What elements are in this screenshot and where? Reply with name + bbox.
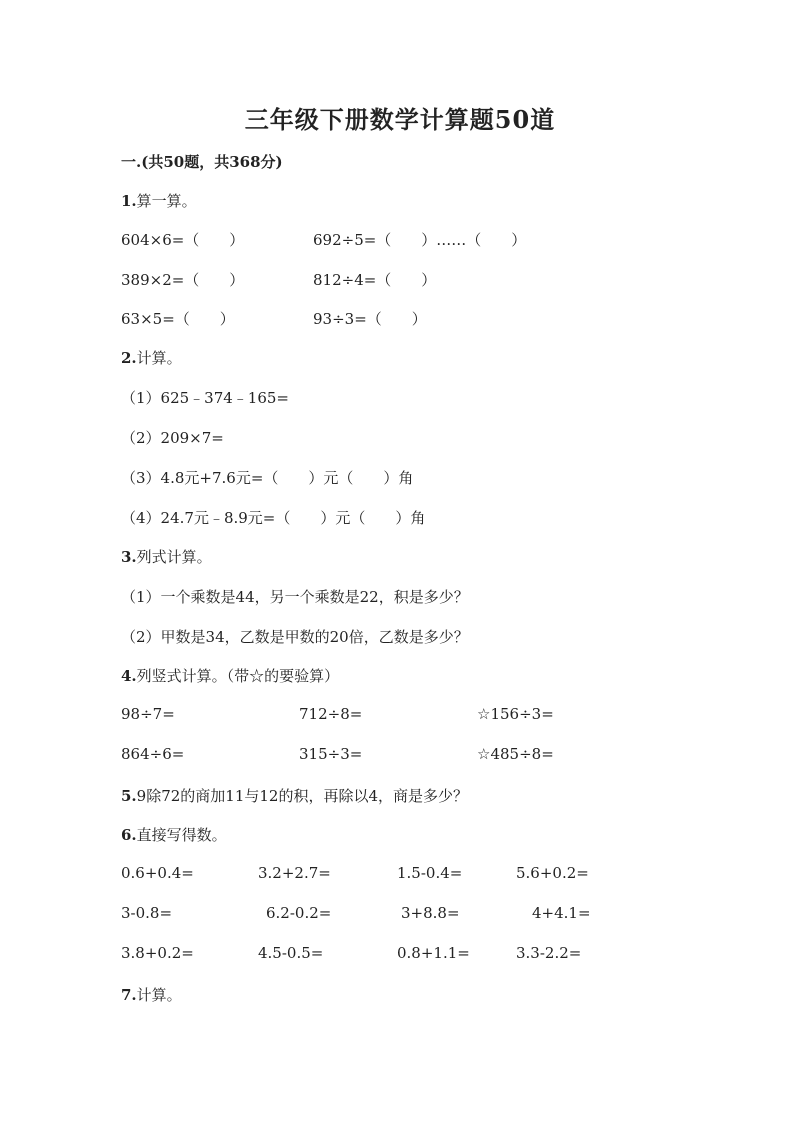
- q2-item: （3）4.8元+7.6元=（ ）元（ ）角: [121, 469, 414, 487]
- q4-problem: 315÷3=: [299, 745, 363, 763]
- q2-item: （2）209×7=: [121, 429, 224, 447]
- question-number: 5.: [121, 787, 137, 805]
- q4-problem: 98÷7=: [121, 705, 175, 723]
- q4-problem: 864÷6=: [121, 745, 185, 763]
- question-text: 直接写得数。: [136, 826, 227, 844]
- question-number: 3.: [121, 548, 137, 566]
- section-heading: 一.(共50题，共368分): [121, 153, 283, 171]
- question-5-heading: [121, 785, 468, 806]
- question-3-heading: [121, 546, 212, 567]
- question-number: 1.: [121, 192, 137, 210]
- q4-problem: 712÷8=: [299, 705, 363, 723]
- question-number: 6.: [121, 826, 137, 844]
- question-7-heading: [121, 984, 182, 1005]
- question-4-heading: [121, 665, 339, 686]
- question-number: 2.: [121, 349, 137, 367]
- question-text: 9除72的商加11与12的积，再除以4，商是多少？: [136, 787, 469, 805]
- q2-item: （4）24.7元﹣8.9元=（ ）元（ ）角: [121, 509, 426, 527]
- q4-problem: ☆485÷8=: [477, 745, 554, 763]
- question-number: 4.: [121, 667, 137, 685]
- q4-problem: ☆156÷3=: [477, 705, 554, 723]
- question-6-heading: [121, 824, 227, 845]
- question-1-heading: [121, 190, 197, 211]
- q6-problem: 4+4.1=: [532, 904, 591, 922]
- q3-item: （1）一个乘数是44，另一个乘数是22，积是多少？: [121, 588, 469, 606]
- q6-problem: 3-0.8=: [121, 904, 173, 922]
- q1-problem: 93÷3=（ ）: [313, 310, 427, 328]
- q6-problem: 3+8.8=: [401, 904, 460, 922]
- q6-problem: 6.2-0.2=: [266, 904, 332, 922]
- question-text: 算一算。: [136, 192, 197, 210]
- page-title: 三年级下册数学计算题50道: [244, 105, 556, 134]
- q6-problem: 1.5-0.4=: [397, 864, 463, 882]
- q1-problem: 812÷4=（ ）: [313, 271, 437, 289]
- q1-problem: 63×5=（ ）: [121, 310, 235, 328]
- q1-problem: 692÷5=（ ）……（ ）: [313, 231, 527, 249]
- q3-item: （2）甲数是34，乙数是甲数的20倍，乙数是多少？: [121, 628, 469, 646]
- q1-problem: 389×2=（ ）: [121, 271, 245, 289]
- question-text: 计算。: [136, 349, 182, 367]
- q6-problem: 0.6+0.4=: [121, 864, 194, 882]
- question-2-heading: [121, 347, 182, 368]
- question-text: 计算。: [136, 986, 182, 1004]
- q6-problem: 3.3-2.2=: [516, 944, 582, 962]
- q6-problem: 5.6+0.2=: [516, 864, 589, 882]
- question-text: 列式计算。: [136, 548, 212, 566]
- question-text: 列竖式计算。（带☆的要验算）: [136, 667, 340, 685]
- q2-item: （1）625﹣374﹣165=: [121, 389, 290, 407]
- q1-problem: 604×6=（ ）: [121, 231, 245, 249]
- q6-problem: 3.2+2.7=: [258, 864, 331, 882]
- q6-problem: 4.5-0.5=: [258, 944, 324, 962]
- q6-problem: 0.8+1.1=: [397, 944, 470, 962]
- question-number: 7.: [121, 986, 137, 1004]
- q6-problem: 3.8+0.2=: [121, 944, 194, 962]
